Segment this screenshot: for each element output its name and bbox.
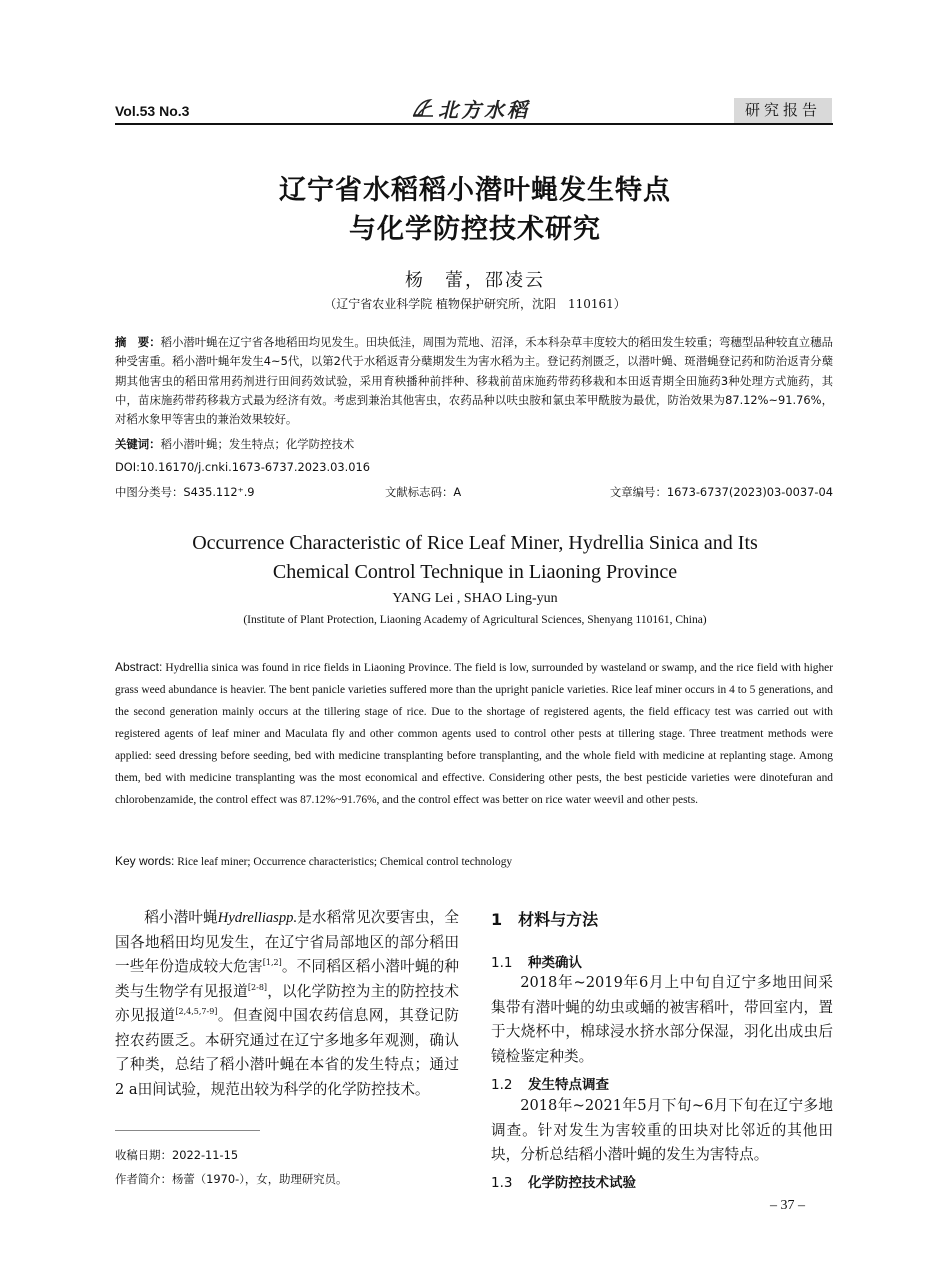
en-abstract-text: Hydrellia sinica was found in rice fields in Liaoning Province. The field is low, surrounded by wasteland or swamp, and the rice field with higher grass weed abundance is heavier. The bent panicle varieties suffered more than the upright panicle varieties. Rice leaf miner occurs in 4 to 5 generations, and the second generation mainly occurs at the tillering stage of rice. Due to the shortage of registered agents, the field efficacy test was carried out with registered agents of leaf miner and Maculata fly and other common agents used to control other pests at tillering stage. Three treatment methods were applied: seed dressing before seeding, bed with medicine transplanting before transplanting, and the whole field with medicine at replanting stage. Among them, bed with medicine transplanting was the most economical and effective. Considering other pests, the best pesticide varieties were dinotefuran and chlorobenzamide, the control effect was 87.12%~91.76%, and the control effect was better on rice water weevil and other pests.	[115, 662, 833, 806]
cn-abstract-label: 摘 要：	[115, 335, 161, 349]
species-name: Hydrelliaspp.	[217, 910, 298, 926]
subsection-number: 1.2	[491, 1077, 513, 1093]
intro-text-e: 。但查阅中国农药信息网，其登记防控农药匮乏。本研究通过在辽宁多地多年观测，确认了种类，总结了稻小潜叶蝇在本省的发生特点；通过2 a田间试验，规范出较为科学的化学防控技术。	[115, 1007, 459, 1098]
subsection-heading-1-1	[491, 951, 582, 971]
paragraph-1-2: 2018年~2021年5月下旬~6月下旬在辽宁多地调查。针对发生为害较重的田块对比邻近的其他田块，分析总结稻小潜叶蝇的发生为害特点。	[491, 1097, 833, 1163]
en-affiliation: (Institute of Plant Protection, Liaoning Academy of Agricultural Sciences, Shenyang 110161, China)	[243, 614, 707, 626]
received-date: 收稿日期：2022-11-15	[115, 1148, 239, 1162]
journal-logo	[412, 93, 532, 123]
subsection-heading-1-2	[491, 1073, 609, 1093]
subsection-heading-1-3	[491, 1171, 636, 1191]
cn-keywords	[115, 436, 354, 452]
journal-name: 北方水稻	[438, 97, 530, 122]
cn-abstract-text: 稻小潜叶蝇在辽宁省各地稻田均见发生。田块低洼，周围为荒地、沼泽，禾本科杂草丰度较大的稻田发生较重；弯穗型品种较直立穗品种受害重。稻小潜叶蝇年发生4~5代，以第2代于水稻返青分蘖期发生为害水稻为主。登记药剂匮乏，以潜叶蝇、斑潜蝇登记药和防治返青分蘖期其他害虫的稻田常用药剂进行田间药效试验，采用育秧播种前拌种、移栽前苗床施药带药移栽和本田返青期全田施药3种处理方式施药，其中，苗床施药带药移栽方式最为经济有效。考虑到兼治其他害虫，农药品种以呋虫胺和氯虫苯甲酰胺为最优，防治效果为87.12%~91.76%，对稻水象甲等害虫的兼治效果较好。	[115, 335, 833, 427]
subsection-title: 化学防控技术试验	[528, 1175, 636, 1191]
en-title-line-2: Chemical Control Technique in Liaoning Province	[272, 561, 678, 583]
en-keywords-label: Key words:	[115, 854, 175, 868]
intro-text-a: 稻小潜叶蝇	[144, 909, 218, 926]
en-keywords	[115, 854, 512, 868]
intro-text-d: ，以化学防控为主的防控技术亦见报道	[115, 982, 459, 1024]
authors: 杨 蕾，邵凌云	[405, 270, 545, 291]
doi: DOI:10.16170/j.cnki.1673-6737.2023.03.016	[115, 460, 370, 474]
document-code: 文献标志码：A	[385, 485, 462, 499]
footnote-rule	[115, 1130, 260, 1131]
affiliation: （辽宁省农业科学院 植物保护研究所，沈阳 110161）	[324, 297, 626, 311]
intro-paragraph	[115, 906, 459, 1102]
cn-keywords-text: 稻小潜叶蝇；发生特点；化学防控技术	[160, 437, 355, 451]
citation-2: [2-8]	[247, 982, 268, 992]
clc-number: 中图分类号：S435.112⁺.9	[115, 485, 255, 499]
en-abstract-label: Abstract:	[115, 660, 163, 674]
subsection-number: 1.1	[491, 955, 513, 971]
rice-logo-icon	[412, 97, 434, 119]
subsection-title: 种类确认	[528, 955, 582, 971]
title-line-1: 辽宁省水稻稻小潜叶蝇发生特点	[279, 175, 671, 206]
page-number: – 37 –	[770, 1198, 805, 1213]
intro-text-b: 是水稻常见次要害虫，全国各地稻田均见发生，在辽宁省局部地区的部分稻田一些年份造成较大危害	[115, 909, 459, 975]
section-heading-1: 1 材料与方法	[491, 910, 599, 929]
en-title-line-1: Occurrence Characteristic of Rice Leaf Miner, Hydrellia Sinica and Its	[192, 532, 758, 554]
cn-keywords-label: 关键词：	[115, 437, 161, 451]
subsection-title: 发生特点调查	[528, 1077, 609, 1093]
cn-abstract	[115, 333, 833, 429]
en-abstract	[115, 656, 833, 811]
volume-label: Vol.53 No.3	[115, 103, 190, 119]
en-authors: YANG Lei , SHAO Ling-yun	[392, 591, 558, 606]
en-keywords-text: Rice leaf miner; Occurrence characteristics; Chemical control technology	[174, 856, 513, 868]
article-number: 文章编号：1673-6737(2023)03-0037-04	[609, 485, 833, 499]
header-rule	[115, 123, 833, 125]
paragraph-1-1: 2018年~2019年6月上中旬自辽宁多地田间采集带有潜叶蝇的幼虫或蛹的被害稻叶，带回室内，置于大烧杯中，棉球浸水挤水部分保湿，羽化出成虫后镜检鉴定种类。	[491, 974, 833, 1065]
subsection-number: 1.3	[491, 1175, 513, 1191]
section-label: 研究报告	[734, 98, 832, 123]
citation-3: [2,4,5,7-9]	[175, 1007, 218, 1017]
citation-1: [1,2]	[262, 958, 282, 968]
author-bio: 作者简介：杨蕾（1970-），女，助理研究员。	[115, 1172, 348, 1186]
intro-text-c: 。不同稻区稻小潜叶蝇的种类与生物学有见报道	[115, 958, 459, 1000]
title-line-2: 与化学防控技术研究	[349, 214, 601, 245]
